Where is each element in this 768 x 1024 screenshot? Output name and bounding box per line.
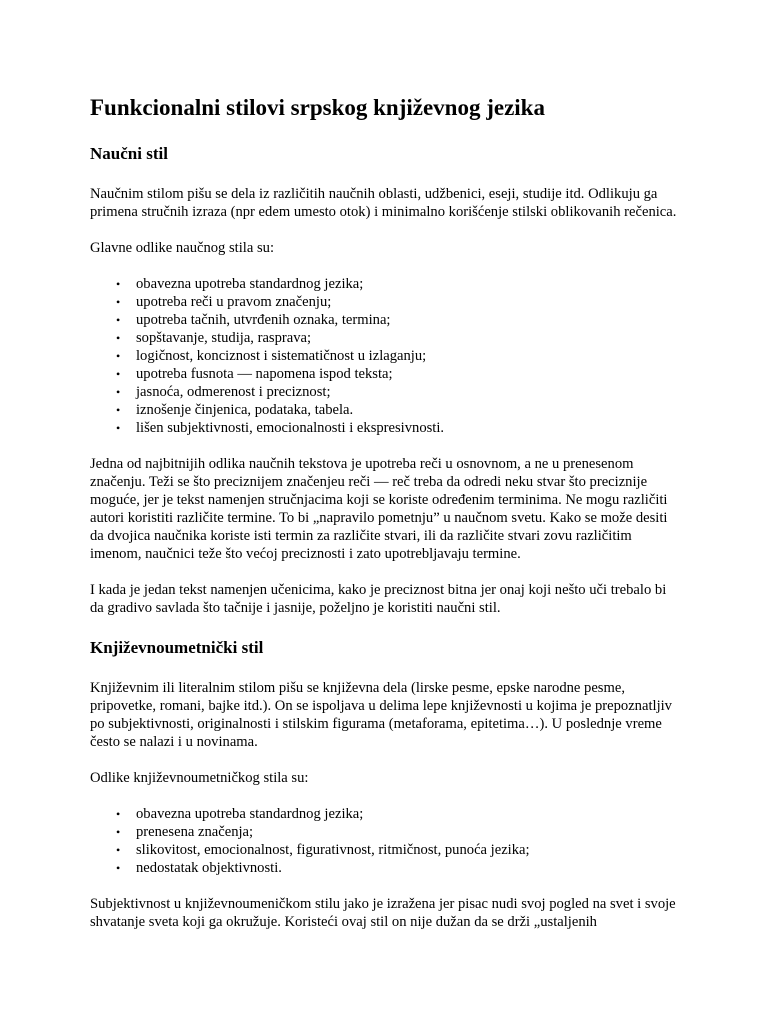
list-item (116, 805, 678, 823)
bullet-icon: • (116, 331, 121, 345)
body-paragraph: Jedna od najbitnijih odlika naučnih tekstova je upotreba reči u osnovnom, a ne u prenesenom značenju. Teži se što preciznijem značenjeu reči — reč treba da odredi neku stvar što preciznije moguće, jer je tekst namenjen stručnjacima koji se koriste određenim terminima. Ne mogu različiti autori koristiti različite termine. To bi „napravilo pometnju” u naučnom svetu. Kako se može desiti da dvojica naučnika koriste isti termin za različite stvari, ili da različite stvari zovu različitim imenom, naučnici teže što većoj preciznosti i zato upotrebljavaju termine. (90, 456, 668, 562)
list-item-text: obavezna upotreba standardnog jezika; (136, 276, 364, 292)
section-intro-paragraph: Književnim ili literalnim stilom pišu se književna dela (lirske pesme, epske narodne pesme, pripovetke, romani, bajke itd.). On se ispoljava u delima lepe književnosti u kojima je prepoznatljiv po subjektivnosti, originalnosti i stilskim figurama (metaforama, epitetima…). U poslednje vreme često se nalazi i u novinama. (90, 680, 672, 750)
bullet-icon: • (116, 807, 121, 821)
section-heading: Naučni stil (90, 144, 168, 163)
list-item-text: slikovitost, emocionalnost, figurativnost, ritmičnost, punoća jezika; (136, 842, 530, 858)
list-item-text: upotreba fusnota — napomena ispod teksta; (136, 366, 393, 382)
list-item-text: nedostatak objektivnosti. (136, 860, 282, 876)
bullet-icon: • (116, 403, 121, 417)
list-item-text: upotreba reči u pravom značenju; (136, 294, 332, 310)
bullet-icon: • (116, 295, 121, 309)
list-item-text: lišen subjektivnosti, emocionalnosti i ekspresivnosti. (136, 420, 445, 436)
section-naucni-stil (90, 143, 678, 617)
bullet-icon: • (116, 421, 121, 435)
list-item (116, 383, 678, 401)
list-item (116, 347, 678, 365)
list-item-text: sopštavanje, studija, rasprava; (136, 330, 312, 346)
bullet-icon: • (116, 861, 121, 875)
list-item (116, 859, 678, 877)
list-item-text: iznošenje činjenica, podataka, tabela. (136, 402, 354, 418)
bullet-icon: • (116, 313, 121, 327)
list-intro-paragraph: Odlike književnoumetničkog stila su: (90, 770, 309, 786)
body-paragraph: Subjektivnost u književnoumeničkom stilu jako je izražena jer pisac nudi svoj pogled na svet i svoje shvatanje sveta koji ga okružuje. Koristeći ovaj stil on nije dužan da se drži „ustaljenih (90, 896, 676, 930)
list-intro-paragraph: Glavne odlike naučnog stila su: (90, 240, 275, 256)
document-title: Funkcionalni stilovi srpskog književnog jezika (90, 95, 545, 120)
bullet-icon: • (116, 349, 121, 363)
list-item-text: obavezna upotreba standardnog jezika; (136, 806, 364, 822)
list-item-text: prenesena značenja; (136, 824, 254, 840)
section-knjizevnoumetnicki-stil (90, 637, 678, 931)
list-item (116, 275, 678, 293)
body-paragraph: I kada je jedan tekst namenjen učenicima, kako je preciznost bitna jer onaj koji nešto uči trebalo bi da gradivo savlada što tačnije i jasnije, poželjno je koristiti naučni stil. (90, 582, 667, 616)
bullet-icon: • (116, 843, 121, 857)
list-item-text: jasnoća, odmerenost i preciznost; (136, 384, 331, 400)
list-item-text: upotreba tačnih, utvrđenih oznaka, termina; (136, 312, 391, 328)
bullet-list (90, 805, 678, 877)
list-item (116, 293, 678, 311)
section-heading: Književnoumetnički stil (90, 638, 264, 657)
list-item-text: logičnost, konciznost i sistematičnost u izlaganju; (136, 348, 427, 364)
list-item (116, 823, 678, 841)
bullet-icon: • (116, 385, 121, 399)
bullet-icon: • (116, 367, 121, 381)
bullet-list (90, 275, 678, 437)
list-item (116, 419, 678, 437)
list-item (116, 841, 678, 859)
section-intro-paragraph: Naučnim stilom pišu se dela iz različitih naučnih oblasti, udžbenici, eseji, studije itd. Odlikuju ga primena stručnih izraza (npr edem umesto otok) i minimalno korišćenje stilski oblikovanih rečenica. (90, 186, 677, 220)
bullet-icon: • (116, 277, 121, 291)
list-item (116, 311, 678, 329)
list-item (116, 329, 678, 347)
list-item (116, 365, 678, 383)
bullet-icon: • (116, 825, 121, 839)
list-item (116, 401, 678, 419)
